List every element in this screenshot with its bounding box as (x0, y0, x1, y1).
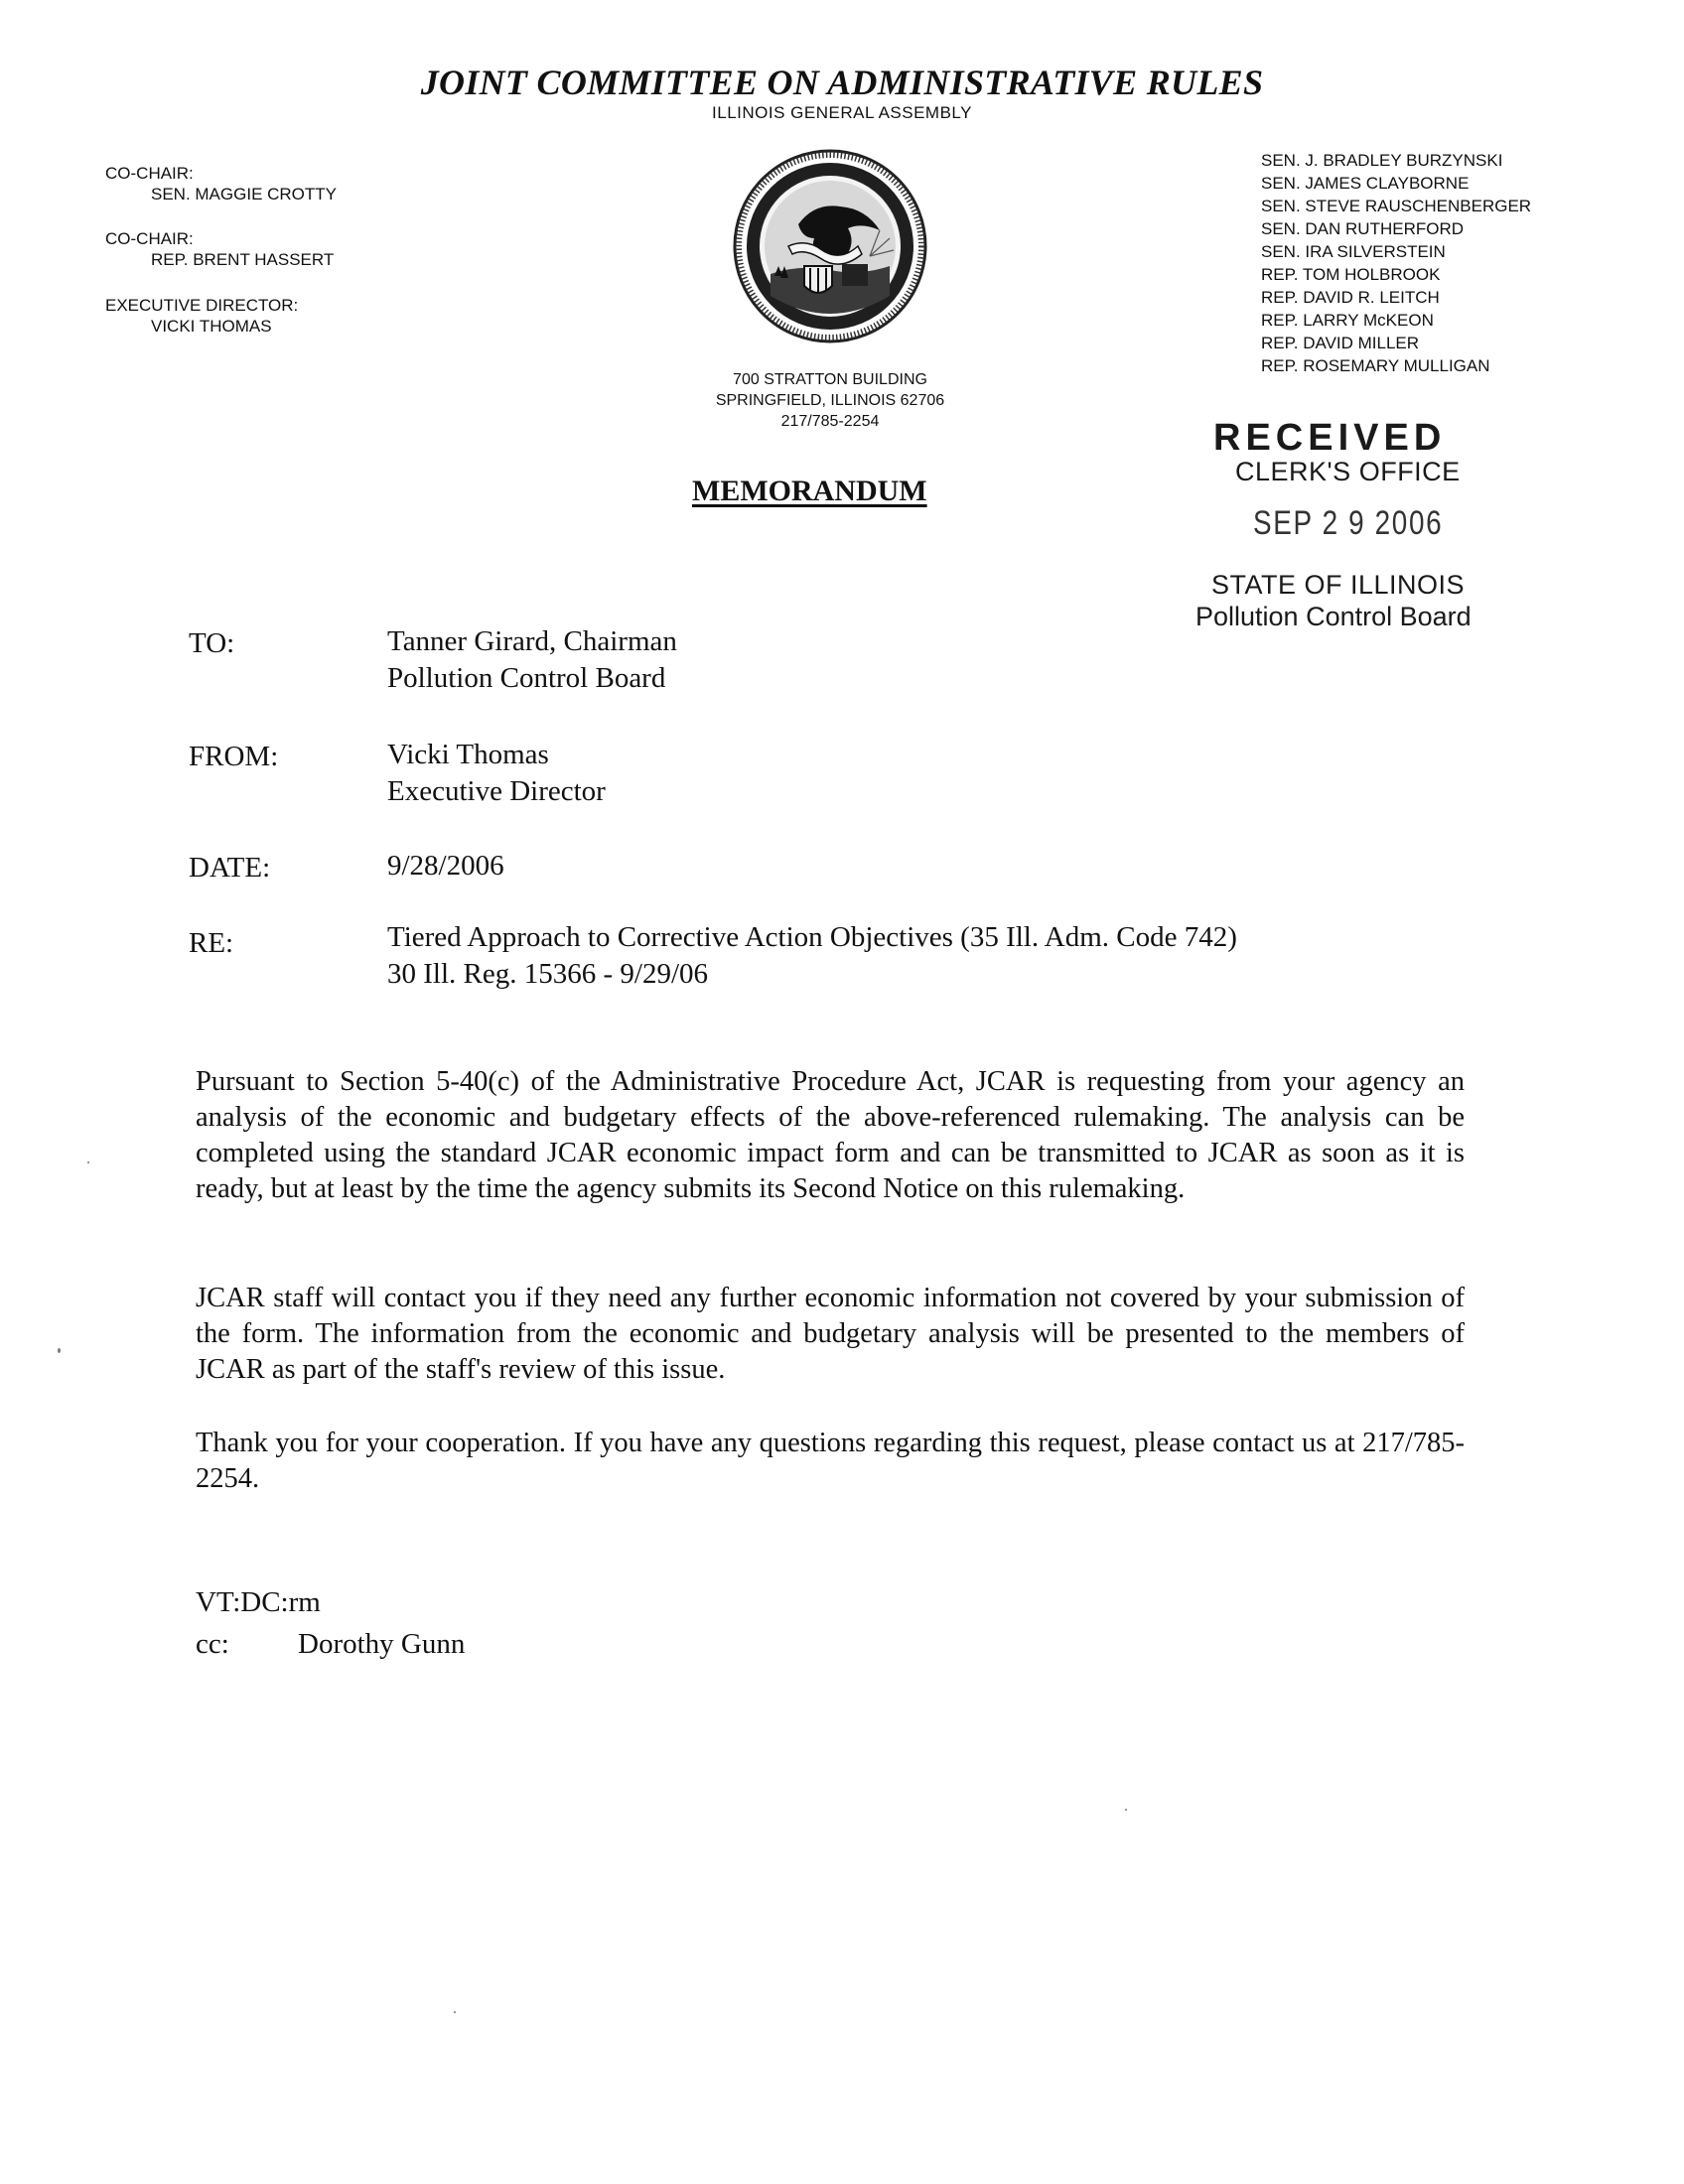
to-line-1: Tanner Girard, Chairman (387, 625, 677, 657)
co-chair-1-name: SEN. MAGGIE CROTTY (151, 185, 338, 204)
date-label: DATE: (189, 852, 271, 884)
illinois-state-seal-icon (731, 147, 929, 345)
to-value (387, 623, 677, 697)
executive-director (105, 295, 298, 337)
scan-speck (454, 2011, 456, 2013)
assembly-subtitle: ILLINOIS GENERAL ASSEMBLY (712, 103, 972, 122)
from-label: FROM: (189, 741, 279, 772)
co-chair-1-label: CO-CHAIR: (105, 164, 194, 183)
date-value (387, 848, 504, 885)
member-name: REP. LARRY McKEON (1261, 311, 1434, 330)
re-line-1: Tiered Approach to Corrective Action Objectives (35 Ill. Adm. Code 742) (387, 921, 1237, 953)
stamp-board: Pollution Control Board (1195, 602, 1472, 631)
stamp-date: SEP 2 9 2006 (1253, 504, 1444, 542)
executive-director-name: VICKI THOMAS (151, 317, 272, 336)
body-paragraph-1: Pursuant to Section 5-40(c) of the Administrative Procedure Act, JCAR is requesting from your agency an analysis of the economic and budgetary effects of the above-referenced rulemaking. The analysis can be completed using the standard JCAR economic impact form and can be transmitted to JCAR as soon as it is ready, but at least by the time the agency submits its Second Notice on this rulemaking. (196, 1066, 1465, 1204)
scan-speck (1125, 1809, 1127, 1811)
typist-initials: VT:DC:rm (196, 1586, 321, 1618)
cc-recipient: Dorothy Gunn (298, 1628, 466, 1660)
co-chair-2-name: REP. BRENT HASSERT (151, 250, 335, 269)
member-name: SEN. JAMES CLAYBORNE (1261, 174, 1470, 193)
co-chair-2-label: CO-CHAIR: (105, 229, 194, 248)
body-paragraph-3: Thank you for your cooperation. If you have any questions regarding this request, please contact us at 217/785-2254. (196, 1428, 1465, 1494)
member-name: SEN. STEVE RAUSCHENBERGER (1261, 197, 1532, 215)
executive-director-label: EXECUTIVE DIRECTOR: (105, 296, 299, 315)
co-chair-1 (105, 163, 337, 205)
address-line-1: 700 STRATTON BUILDING (733, 371, 927, 388)
from-line-2: Executive Director (387, 775, 606, 807)
from-line-1: Vicki Thomas (387, 739, 549, 770)
member-name: REP. DAVID R. LEITCH (1261, 288, 1440, 307)
address-block (671, 369, 989, 432)
cc-label: cc: (196, 1628, 229, 1660)
member-name: SEN. J. BRADLEY BURZYNSKI (1261, 151, 1503, 170)
member-name: REP. DAVID MILLER (1261, 334, 1420, 352)
committee-title: JOINT COMMITTEE ON ADMINISTRATIVE RULES (420, 63, 1264, 102)
phone-number: 217/785-2254 (780, 413, 880, 430)
stamp-state: STATE OF ILLINOIS (1211, 570, 1466, 600)
to-label: TO: (189, 627, 235, 659)
co-chair-2 (105, 228, 334, 270)
address-line-2: SPRINGFIELD, ILLINOIS 62706 (715, 392, 945, 409)
re-value (387, 919, 1237, 993)
member-name: SEN. DAN RUTHERFORD (1261, 219, 1465, 238)
re-label: RE: (189, 927, 234, 959)
re-line-2: 30 Ill. Reg. 15366 - 9/29/06 (387, 958, 709, 990)
from-value (387, 737, 606, 810)
member-name: REP. TOM HOLBROOK (1261, 265, 1441, 284)
stamp-office: CLERK'S OFFICE (1235, 457, 1461, 486)
stamp-received: RECEIVED (1213, 417, 1447, 459)
scan-speck (87, 1161, 89, 1163)
memorandum-heading: MEMORANDUM (692, 475, 927, 507)
scan-speck (58, 1348, 61, 1353)
body-paragraph-2: JCAR staff will contact you if they need any further economic information not covered by your submission of the form. The information from the economic and budgetary analysis will be presented to the members of JCAR as part of the staff's review of this issue. (196, 1283, 1465, 1385)
date-line: 9/28/2006 (387, 850, 504, 882)
member-name: REP. ROSEMARY MULLIGAN (1261, 356, 1490, 375)
committee-members-list (1261, 149, 1531, 377)
member-name: SEN. IRA SILVERSTEIN (1261, 242, 1446, 261)
to-line-2: Pollution Control Board (387, 662, 666, 694)
